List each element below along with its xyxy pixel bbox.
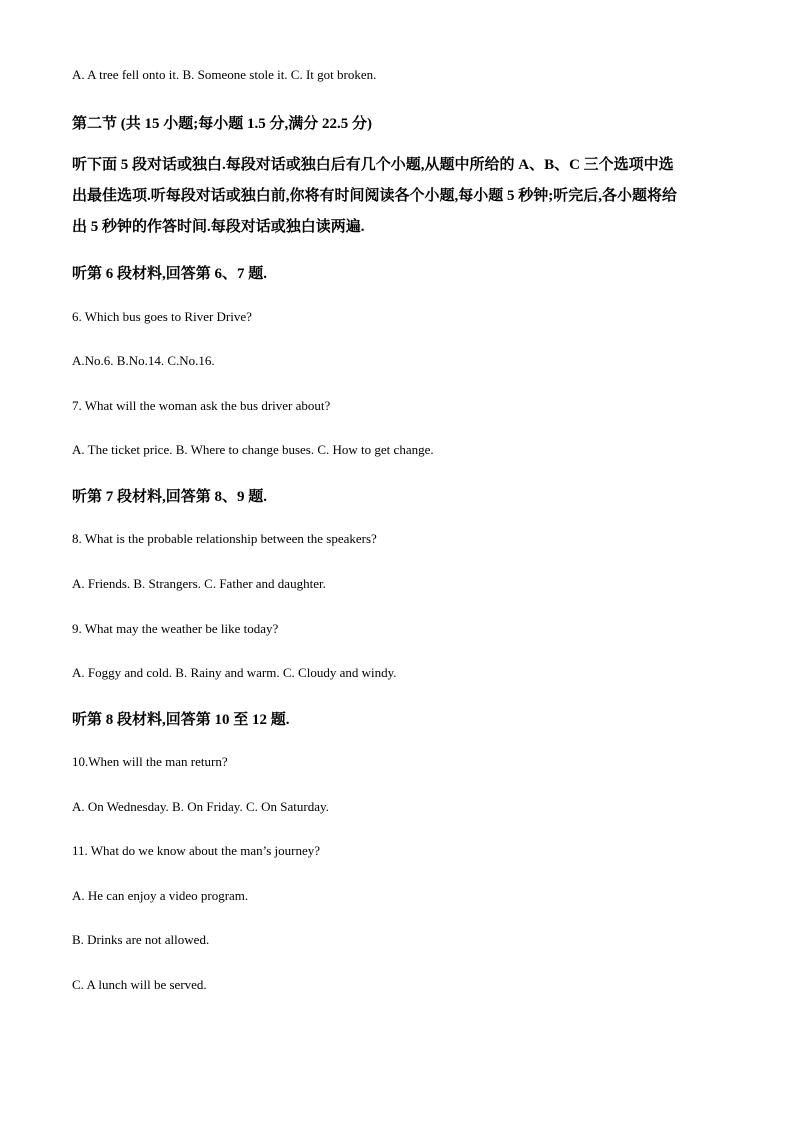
material-7-heading: 听第 7 段材料,回答第 8、9 题. [72,489,268,505]
question-9: 9. What may the weather be like today? [72,621,279,636]
question-11-option-a: A. He can enjoy a video program. [72,888,249,903]
question-5-options: A. A tree fell onto it. B. Someone stole it. C. It got broken. [72,67,377,82]
question-10: 10.When will the man return? [72,754,228,769]
question-8: 8. What is the probable relationship between the speakers? [72,531,377,546]
question-9-options: A. Foggy and cold. B. Rainy and warm. C. Cloudy and windy. [72,665,397,680]
section-2-instructions [72,150,724,243]
question-7-options: A. The ticket price. B. Where to change buses. C. How to get change. [72,442,434,457]
material-6-heading: 听第 6 段材料,回答第 6、7 题. [72,266,268,282]
question-11-option-c: C. A lunch will be served. [72,977,207,992]
question-8-options: A. Friends. B. Strangers. C. Father and daughter. [72,576,326,591]
question-10-options: A. On Wednesday. B. On Friday. C. On Saturday. [72,799,329,814]
question-7: 7. What will the woman ask the bus driver about? [72,398,331,413]
question-6-options: A.No.6. B.No.14. C.No.16. [72,353,215,368]
section-2-title: 第二节 (共 15 小题;每小题 1.5 分,满分 22.5 分) [72,116,372,132]
instructions-line-3: 出 5 秒钟的作答时间.每段对话或独白读两遍. [72,219,365,235]
question-11: 11. What do we know about the man’s journey? [72,843,321,858]
material-8-heading: 听第 8 段材料,回答第 10 至 12 题. [72,712,290,728]
instructions-line-2: 出最佳选项.听每段对话或独白前,你将有时间阅读各个小题,每小题 5 秒钟;听完后,各小题将给 [72,188,677,204]
question-6: 6. Which bus goes to River Drive? [72,309,252,324]
instructions-line-1: 听下面 5 段对话或独白.每段对话或独白后有几个小题,从题中所给的 A、B、C 三个选项中选 [72,157,674,173]
question-11-option-b: B. Drinks are not allowed. [72,932,210,947]
